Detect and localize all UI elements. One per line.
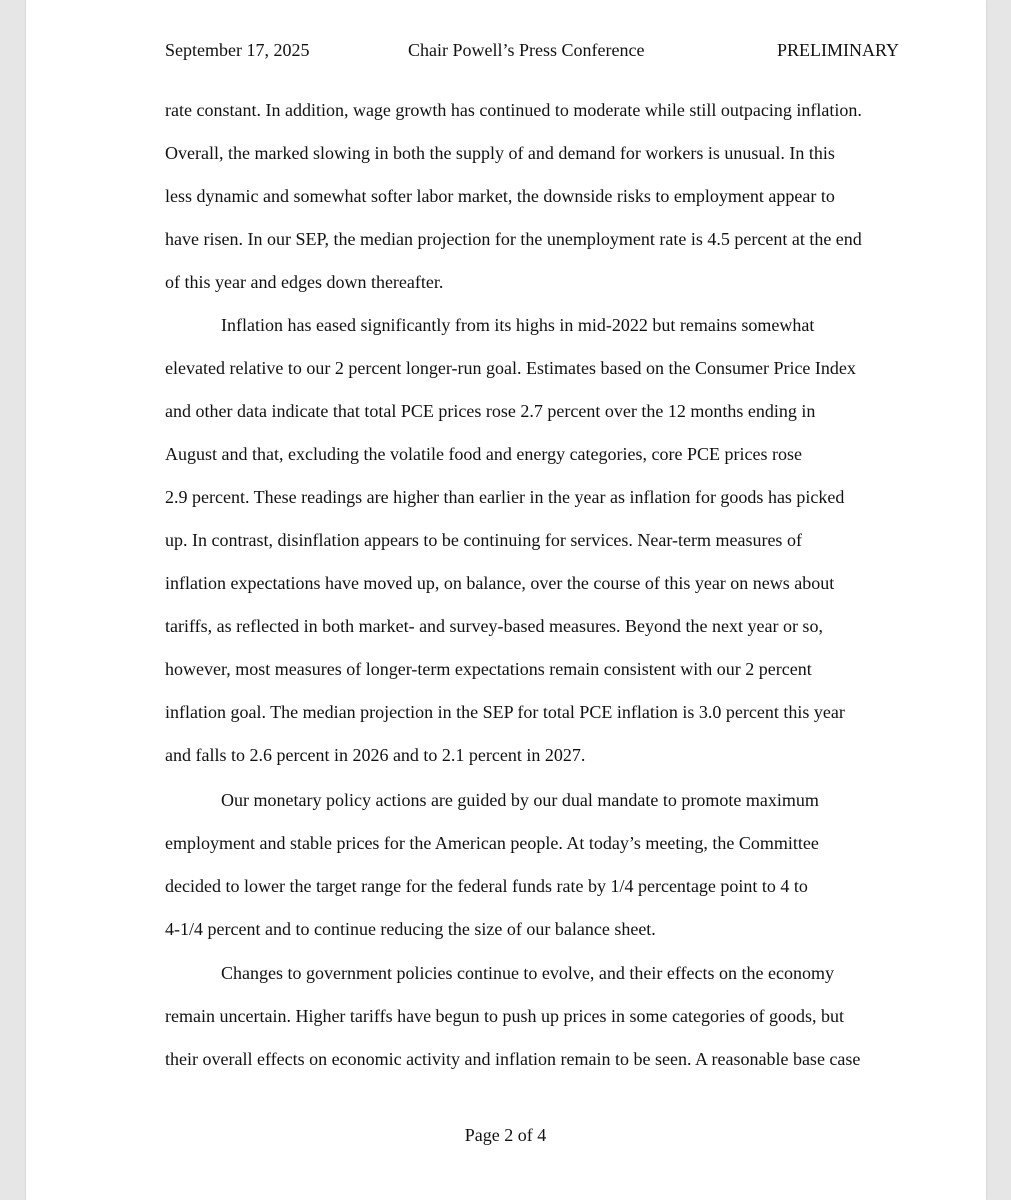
text-line: decided to lower the target range for the federal funds rate by 1/4 percentage point to 4 to bbox=[165, 876, 808, 896]
paragraph-start-line: Our monetary policy actions are guided by our dual mandate to promote maximum bbox=[221, 790, 819, 810]
text-line: and other data indicate that total PCE prices rose 2.7 percent over the 12 months ending in bbox=[165, 401, 816, 421]
text-line: employment and stable prices for the American people. At today’s meeting, the Committee bbox=[165, 833, 819, 853]
paragraph-start-line: Changes to government policies continue to evolve, and their effects on the economy bbox=[221, 963, 834, 983]
text-line: remain uncertain. Higher tariffs have begun to push up prices in some categories of goods, but bbox=[165, 1006, 844, 1026]
text-line: 4-1/4 percent and to continue reducing the size of our balance sheet. bbox=[165, 919, 656, 939]
header-title: Chair Powell’s Press Conference bbox=[408, 40, 645, 60]
page-number: Page 2 of 4 bbox=[464, 1125, 547, 1145]
text-line: inflation goal. The median projection in the SEP for total PCE inflation is 3.0 percent this year bbox=[165, 702, 845, 722]
header-status: PRELIMINARY bbox=[776, 40, 899, 60]
text-line: of this year and edges down thereafter. bbox=[165, 272, 444, 292]
text-line: however, most measures of longer-term expectations remain consistent with our 2 percent bbox=[165, 659, 812, 679]
header-date: September 17, 2025 bbox=[165, 40, 310, 60]
text-line: elevated relative to our 2 percent longer-run goal. Estimates based on the Consumer Price Index bbox=[165, 358, 856, 378]
text-line: tariffs, as reflected in both market- and survey-based measures. Beyond the next year or so, bbox=[165, 616, 823, 636]
document-body bbox=[26, 0, 986, 1200]
text-line: up. In contrast, disinflation appears to be continuing for services. Near-term measures of bbox=[165, 530, 802, 550]
text-line: rate constant. In addition, wage growth has continued to moderate while still outpacing inflation. bbox=[165, 100, 862, 120]
text-line: and falls to 2.6 percent in 2026 and to 2.1 percent in 2027. bbox=[165, 745, 586, 765]
text-line: Overall, the marked slowing in both the supply of and demand for workers is unusual. In this bbox=[165, 143, 835, 163]
document-page bbox=[26, 0, 986, 1200]
text-line: less dynamic and somewhat softer labor market, the downside risks to employment appear to bbox=[165, 186, 835, 206]
text-line: inflation expectations have moved up, on balance, over the course of this year on news about bbox=[165, 573, 835, 593]
text-line: have risen. In our SEP, the median projection for the unemployment rate is 4.5 percent at the end bbox=[165, 229, 862, 249]
text-line: their overall effects on economic activity and inflation remain to be seen. A reasonable base case bbox=[165, 1049, 861, 1069]
text-line: August and that, excluding the volatile food and energy categories, core PCE prices rose bbox=[165, 444, 802, 464]
paragraph-start-line: Inflation has eased significantly from its highs in mid-2022 but remains somewhat bbox=[221, 315, 815, 335]
text-line: 2.9 percent. These readings are higher than earlier in the year as inflation for goods has picked bbox=[165, 487, 845, 507]
